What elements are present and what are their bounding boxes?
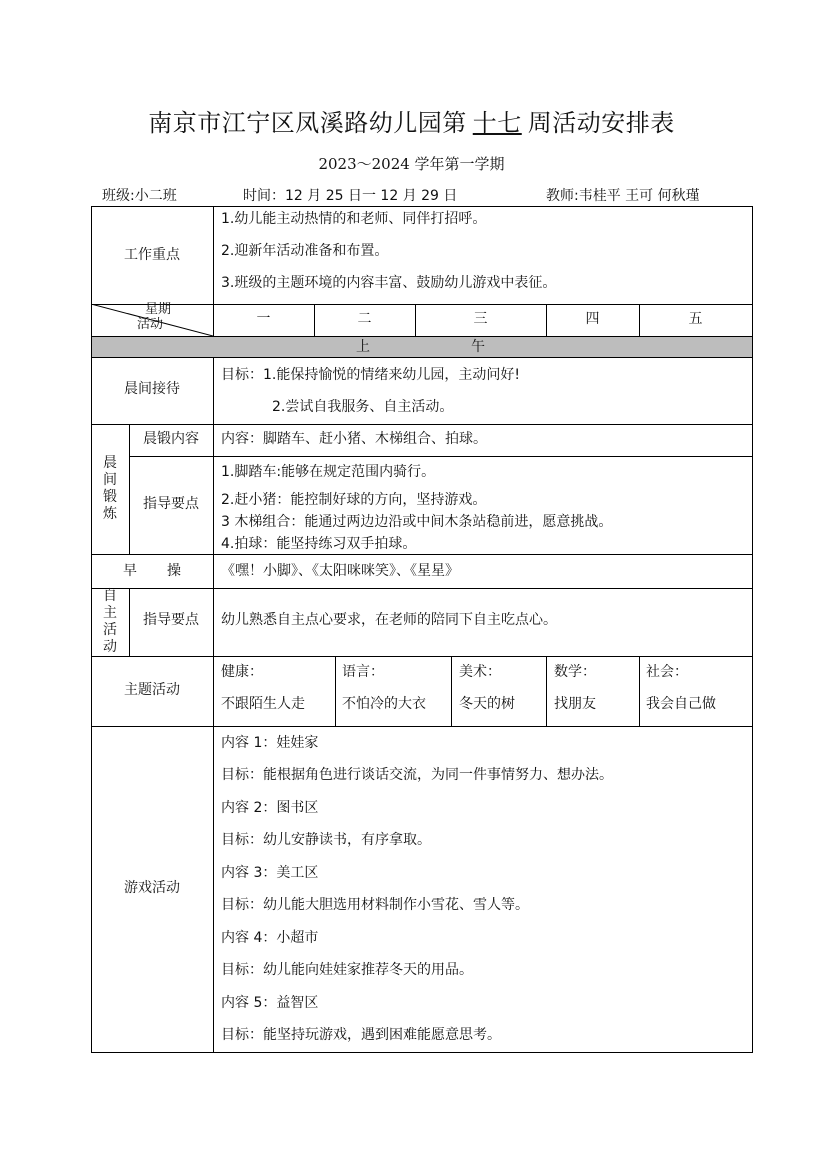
- games-line-5: 内容 3：美工区: [221, 865, 319, 881]
- games-label: 游戏活动: [124, 880, 180, 896]
- theme-activity-social: 我会自己做: [646, 696, 716, 712]
- diag-top-label: 星期: [145, 302, 172, 317]
- morning-band-right: 午: [471, 339, 485, 355]
- theme-activity-health: 不跟陌生人走: [221, 696, 305, 712]
- self-activity-guide-label: 指导要点: [143, 612, 199, 628]
- theme-subject-language: 语言：: [342, 664, 384, 680]
- theme-subject-art: 美术：: [459, 664, 501, 680]
- theme-subject-math: 数学：: [554, 664, 596, 680]
- teachers-label: 教师:韦桂平 王可 何秋瑾: [546, 188, 700, 204]
- reception-label: 晨间接待: [124, 381, 180, 397]
- class-label: 班级:小二班: [102, 188, 177, 204]
- day-tue: 二: [357, 311, 372, 327]
- reception-goal-1: 目标：1.能保持愉悦的情绪来幼儿园，主动问好!: [221, 367, 520, 383]
- exercise-guide-2: 2.赶小猪：能控制好球的方向，坚持游戏。: [221, 492, 487, 508]
- date-range: 时间：12 月 25 日一 12 月 29 日: [243, 188, 458, 204]
- games-line-3: 内容 2：图书区: [221, 800, 319, 816]
- reception-goal-2: 2.尝试自我服务、自主活动。: [272, 399, 454, 415]
- exercise-guide-label: 指导要点: [143, 496, 199, 512]
- exercise-guide-3: 3 木梯组合：能通过两边边沿或中间木条站稳前进，愿意挑战。: [221, 514, 613, 530]
- self-activity-content: 幼儿熟悉自主点心要求，在老师的陪同下自主吃点心。: [221, 612, 557, 628]
- focus-item-1: 1.幼儿能主动热情的和老师、同伴打招呼。: [221, 211, 487, 227]
- self-activity-group-label: 自 主 活 动: [103, 588, 117, 655]
- day-thu: 四: [585, 311, 600, 327]
- games-line-9: 内容 5：益智区: [221, 995, 319, 1011]
- drill-content: 《嘿！小脚》、《太阳咪咪笑》、《星星》: [221, 563, 459, 579]
- focus-label: 工作重点: [124, 247, 180, 263]
- page-title: 南京市江宁区凤溪路幼儿园第 十七 周活动安排表: [148, 109, 675, 137]
- games-line-4: 目标：幼儿安静读书，有序拿取。: [221, 832, 431, 848]
- games-line-6: 目标：幼儿能大胆选用材料制作小雪花、雪人等。: [221, 897, 529, 913]
- theme-subject-social: 社会：: [646, 664, 688, 680]
- exercise-group-label: 晨 间 锻 炼: [103, 455, 117, 522]
- exercise-content-label: 晨锻内容: [143, 431, 199, 447]
- drill-label-b: 操: [167, 563, 181, 579]
- games-line-7: 内容 4：小超市: [221, 930, 319, 946]
- diag-bottom-label: 活动: [137, 317, 164, 332]
- games-line-1: 内容 1：娃娃家: [221, 735, 319, 751]
- day-mon: 一: [256, 311, 271, 327]
- exercise-content: 内容：脚踏车、赶小猪、木梯组合、拍球。: [221, 431, 487, 447]
- theme-activity-math: 找朋友: [554, 696, 596, 712]
- theme-activity-language: 不怕冷的大衣: [342, 696, 426, 712]
- exercise-guide-4: 4.拍球：能坚持练习双手拍球。: [221, 536, 417, 552]
- games-line-10: 目标：能坚持玩游戏，遇到困难能愿意思考。: [221, 1027, 501, 1043]
- theme-activity-art: 冬天的树: [459, 696, 515, 712]
- games-line-8: 目标：幼儿能向娃娃家推荐冬天的用品。: [221, 962, 473, 978]
- day-fri: 五: [688, 311, 703, 327]
- week-number: 十七: [472, 109, 522, 137]
- theme-subject-health: 健康：: [221, 664, 263, 680]
- term-label: 2023～2024 学年第一学期: [318, 155, 505, 173]
- morning-band: [91, 336, 752, 357]
- theme-label: 主题活动: [124, 682, 180, 698]
- games-line-2: 目标：能根据角色进行谈话交流，为同一件事情努力、想办法。: [221, 767, 613, 783]
- exercise-guide-1: 1.脚踏车:能够在规定范围内骑行。: [221, 464, 436, 480]
- day-wed: 三: [473, 311, 488, 327]
- focus-item-3: 3.班级的主题环境的内容丰富、鼓励幼儿游戏中表征。: [221, 275, 557, 291]
- focus-item-2: 2.迎新年活动准备和布置。: [221, 243, 389, 259]
- drill-label-a: 早: [123, 563, 137, 579]
- morning-band-left: 上: [356, 339, 370, 355]
